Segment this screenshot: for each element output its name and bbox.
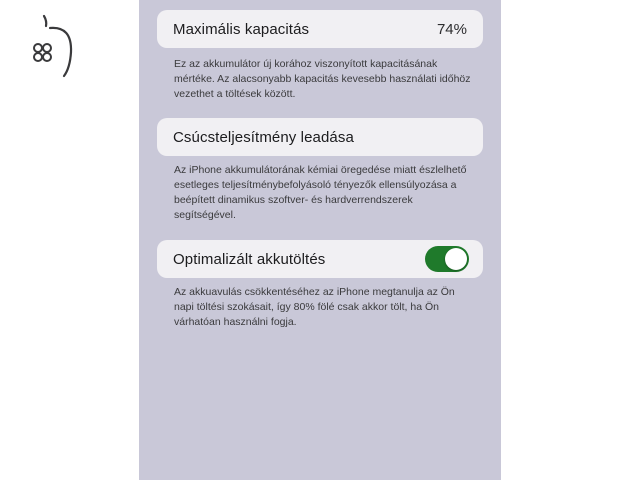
peak-performance-label: Csúcsteljesítmény leadása (173, 128, 354, 146)
optimized-charging-label: Optimalizált akkutöltés (173, 250, 326, 268)
max-capacity-row (157, 10, 483, 48)
peak-performance-description: Az iPhone akkumulátorának kémiai öregedése miatt észlelhető esetleges teljesítménybefolyásoló tényezők ellensúlyozása a beépített dinamikus szoftver- és hardverrendszerek segítségével. (174, 164, 467, 221)
brand-logo-icon (20, 12, 76, 80)
optimized-charging-row (157, 240, 483, 278)
max-capacity-value: 74% (436, 20, 467, 38)
optimized-charging-description: Az akkuavulás csökkentéséhez az iPhone megtanulja az Ön napi töltési szokásait, így 80% fölé csak akkor tölt, ha Ön várhatóan használni fogja. (174, 286, 455, 328)
toggle-knob (445, 248, 467, 270)
optimized-charging-toggle[interactable] (425, 246, 469, 272)
max-capacity-label: Maximális kapacitás (173, 20, 310, 38)
max-capacity-description: Ez az akkumulátor új korához viszonyított kapacitásának mértéke. Az alacsonyabb kapacitás kevesebb használati időhöz vezethet a töltések között. (174, 58, 471, 100)
battery-health-screen (139, 0, 501, 480)
peak-performance-row (157, 118, 483, 156)
